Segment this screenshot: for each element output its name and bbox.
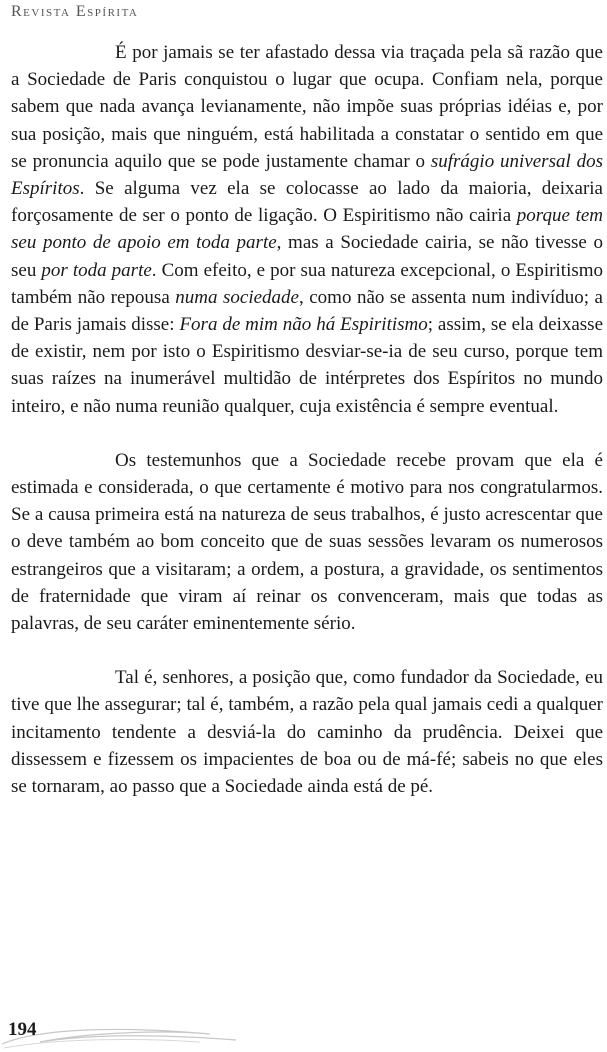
italic-phrase: por toda parte: [41, 259, 152, 281]
text-run: . Se alguma vez ela se colocasse ao lado da maioria, deixaria forçosamente de ser o ponto de ligação. O Espiritismo não cairia: [11, 178, 603, 227]
page-number: 194: [8, 1019, 37, 1040]
italic-phrase: numa sociedade: [175, 286, 299, 308]
text-run: Os testemunhos que a Sociedade recebe provam que ela é estimada e considerada, o que certamente é motivo para nos congratularmos. Se a causa primeira está na natureza de seus trabalhos, é justo acrescentar que o deve também ao bom conceito que de suas sessões levaram os numerosos estrangeiros que a visitaram; a ordem, a postura, a gravidade, os sentimentos de fraternidade que viram aí reinar os convenceram, mais que todas as palavras, de seu caráter eminentemente sério.: [11, 449, 603, 635]
text-run: Tal é, senhores, a posição que, como fundador da Sociedade, eu tive que lhe assegurar; tal é, também, a razão pela qual jamais cedi a qualquer incitamento tendente a desviá-la do caminho da prudência. Deixei que dissessem e fizessem os impacientes de boa ou de má-fé; sabeis no que eles se tornaram, ao passo que a Sociedade ainda está de pé.: [11, 667, 603, 798]
text-run: , como não se assenta num indivíduo; a de Paris jamais disse:: [11, 286, 603, 336]
body-text: [11, 39, 603, 800]
italic-phrase: Fora de mim não há Espiritismo: [179, 314, 428, 336]
italic-phrase: sufrágio universal dos Espíritos: [11, 150, 603, 200]
paragraph: [11, 39, 603, 420]
text-run: ; assim, se ela deixasse de existir, nem por isto o Espiritismo desviar-se-ia de seu curso, porque tem suas raízes na inumerável multidão de intérpretes dos Espíritos no mundo inteiro, e não numa reunião qualquer, cuja existência é sempre eventual.: [11, 314, 604, 417]
paragraph: [11, 447, 603, 637]
running-header: Revista Espírita: [11, 3, 139, 20]
text-run: . Com efeito, e por sua natureza excepcional, o Espiritismo também não repousa: [11, 259, 604, 308]
text-run: , mas a Sociedade cairia, se não tivesse o seu: [11, 232, 603, 281]
text-run: É por jamais se ter afastado dessa via traçada pela sã razão que a Sociedade de Paris conquistou o lugar que ocupa. Confiam nela, porque sabem que nada avança levianamente, não impõe suas próprias idéias e, por sua posição, mais que ninguém, está habilitada a constatar o sentido em que se pronuncia aquilo que se pode justamente chamar o: [11, 42, 603, 172]
paragraph: [11, 664, 603, 800]
italic-phrase: porque tem seu ponto de apoio em toda parte: [11, 205, 603, 254]
